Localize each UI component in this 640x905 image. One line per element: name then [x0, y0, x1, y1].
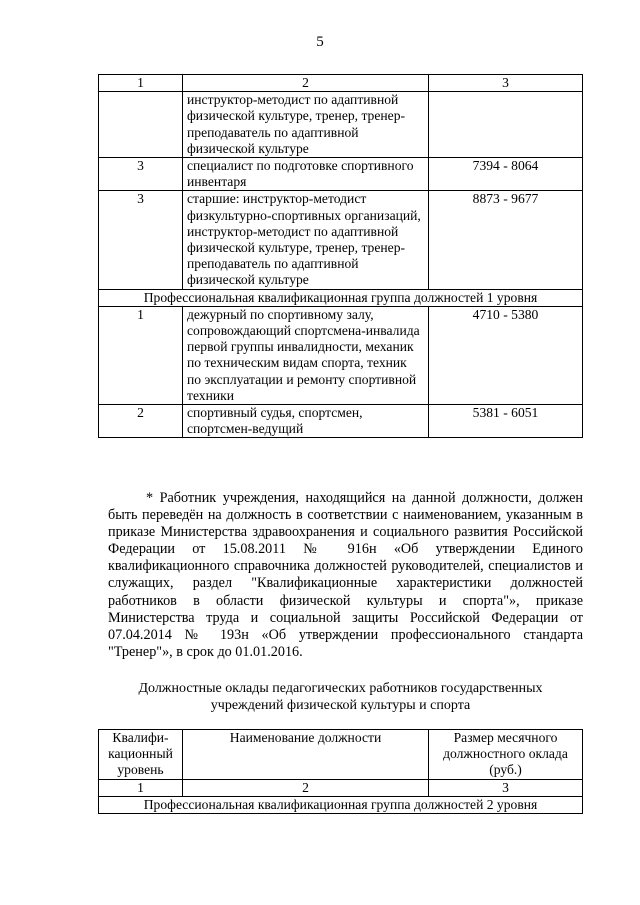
group-label: Профессиональная квалификационная группа должностей 2 уровня [99, 796, 583, 813]
level-cell: 2 [99, 405, 183, 438]
position-cell: спортивный судья, спортсмен, спортсмен-ведущий [183, 405, 429, 438]
page-number: 5 [316, 34, 324, 50]
column-number-2: 2 [183, 779, 429, 796]
column-number-1: 1 [99, 75, 183, 92]
table-header-row [99, 730, 583, 780]
level-cell: 1 [99, 306, 183, 404]
footnote [108, 490, 583, 661]
position-cell: дежурный по спортивному залу, сопровождающий спортсмена-инвалида первой группы инвалидности, механик по техническим видам спорта, техник по эксплуатации и ремонту спортивной техники [183, 306, 429, 404]
table-header-row [99, 75, 583, 92]
position-cell: специалист по подготовке спортивного инвентаря [183, 158, 429, 191]
table-number-row [99, 779, 583, 796]
level-cell: 3 [99, 158, 183, 191]
column-number-3: 3 [429, 75, 583, 92]
position-cell: старшие: инструктор-методист физкультурно-спортивных организаций, инструктор-методист по адаптивной физической культуре, тренер, тренер-преподаватель по адаптивной физической культуре [183, 191, 429, 289]
salary-cell: 4710 - 5380 [429, 306, 583, 404]
table-row [99, 306, 583, 404]
level-cell [99, 92, 183, 158]
section-title [98, 680, 583, 714]
group-row [99, 289, 583, 306]
footnote-text: * Работник учреждения, находящийся на данной должности, должен быть переведён на должность в соответствии с наименованием, указанным в приказе Министерства здравоохранения и социального развития Российской Федерации от 15.08.2011 № 916н «Об утверждении Единого квалификационного справочника должностей руководителей, специалистов и служащих, раздел "Квалификационные характеристики должностей работников в области физической культуры и спорта"», приказе Министерства труда и социальной защиты Российской Федерации от 07.04.2014 № 193н «Об утверждении профессионального стандарта "Тренер"», в срок до 01.01.2016. [108, 490, 583, 660]
salary-cell [429, 92, 583, 158]
table-row [99, 92, 583, 158]
header-monthly-salary: Размер месячного должностного оклада (руб.) [429, 730, 583, 780]
salary-table [98, 74, 583, 438]
group-label: Профессиональная квалификационная группа должностей 1 уровня [99, 289, 583, 306]
column-number-1: 1 [99, 779, 183, 796]
column-number-2: 2 [183, 75, 429, 92]
header-qualification-level: Квалифи-кационный уровень [99, 730, 183, 780]
section-title-line-2: учреждений физической культуры и спорта [210, 698, 471, 713]
salary-cell: 7394 - 8064 [429, 158, 583, 191]
salary-cell: 5381 - 6051 [429, 405, 583, 438]
table-row [99, 191, 583, 289]
table-row [99, 158, 583, 191]
salary-cell: 8873 - 9677 [429, 191, 583, 289]
header-position-name: Наименование должности [183, 730, 429, 780]
teacher-salary-table [98, 729, 583, 814]
section-title-line-1: Должностные оклады педагогических работников государственных [138, 681, 543, 696]
level-cell: 3 [99, 191, 183, 289]
table-row [99, 405, 583, 438]
position-cell: инструктор-методист по адаптивной физической культуре, тренер, тренер-преподаватель по адаптивной физической культуре [183, 92, 429, 158]
column-number-3: 3 [429, 779, 583, 796]
group-row [99, 796, 583, 813]
